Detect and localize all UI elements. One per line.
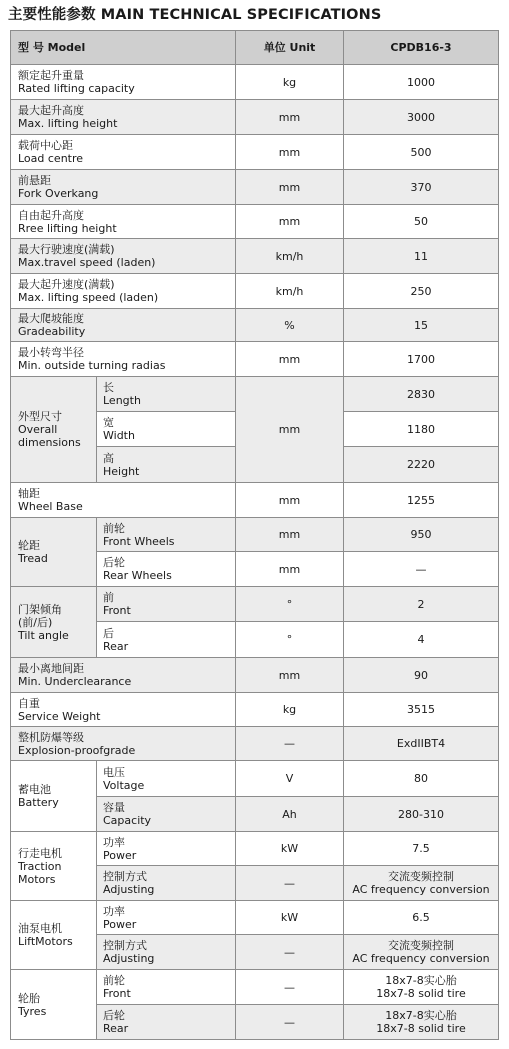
- spec-label: [11, 727, 236, 761]
- spec-unit: mm: [236, 552, 344, 587]
- label-en: Min. outside turning radias: [18, 359, 166, 372]
- spec-unit: mm: [236, 377, 344, 483]
- label-zh: 轮距: [18, 539, 40, 552]
- table-row: [11, 518, 499, 552]
- group-label: [11, 377, 97, 483]
- label-en: Rear: [103, 639, 129, 653]
- table-row: [11, 309, 499, 342]
- label-zh: 功率: [103, 835, 125, 849]
- label-zh: 最小转弯半径: [18, 346, 84, 359]
- label-zh: 后轮: [103, 1009, 125, 1022]
- spec-label: [11, 65, 236, 100]
- spec-value: 2: [344, 587, 499, 622]
- label-zh: 功率: [103, 904, 125, 918]
- label-zh: 门架倾角: [18, 602, 62, 616]
- spec-value: 1180: [344, 412, 499, 447]
- group-label: [11, 587, 97, 658]
- spec-value: 15: [344, 309, 499, 342]
- label-zh: 电压: [103, 765, 125, 779]
- table-row: [11, 377, 499, 412]
- table-row: [11, 65, 499, 100]
- sub-label: [97, 377, 236, 412]
- label-zh: 后轮: [103, 556, 125, 569]
- label-zh: 轴距: [18, 487, 40, 500]
- spec-unit: kg: [236, 65, 344, 100]
- spec-unit: —: [236, 1005, 344, 1040]
- spec-table: [10, 30, 499, 1040]
- label-zh: 控制方式: [103, 870, 147, 883]
- sub-label: [97, 935, 236, 970]
- spec-unit: °: [236, 587, 344, 622]
- table-row: [11, 205, 499, 239]
- spec-value: 280-310: [344, 797, 499, 832]
- spec-value: 50: [344, 205, 499, 239]
- label-en: Adjusting: [103, 883, 155, 896]
- label-en: Rear Wheels: [103, 569, 172, 582]
- header-unit: 单位 Unit: [236, 31, 344, 65]
- label-zh: 自由起升高度: [18, 208, 84, 222]
- table-header-row: [11, 31, 499, 65]
- spec-value: 4: [344, 622, 499, 658]
- header-model: 型 号 Model: [11, 31, 236, 65]
- group-label: [11, 901, 97, 970]
- label-en: Battery: [18, 796, 59, 809]
- spec-value: 3515: [344, 693, 499, 727]
- spec-value: 2830: [344, 377, 499, 412]
- sub-label: [97, 866, 236, 901]
- sub-label: [97, 901, 236, 935]
- label-en: Rated lifting capacity: [18, 82, 135, 95]
- sub-label: [97, 622, 236, 658]
- sub-label: [97, 447, 236, 483]
- value-text: 18x7-8实心胎: [385, 974, 457, 987]
- spec-unit: mm: [236, 342, 344, 377]
- table-row: [11, 761, 499, 797]
- spec-unit: —: [236, 866, 344, 901]
- spec-unit: km/h: [236, 239, 344, 274]
- group-label: [11, 970, 97, 1040]
- spec-unit: —: [236, 727, 344, 761]
- spec-unit: mm: [236, 135, 344, 170]
- spec-value: 80: [344, 761, 499, 797]
- spec-unit: V: [236, 761, 344, 797]
- label-en: LiftMotors: [18, 935, 73, 948]
- label-zh: 最大行驶速度(满载): [18, 243, 115, 256]
- label-en: Gradeability: [18, 325, 86, 338]
- spec-unit: °: [236, 622, 344, 658]
- label-zh: 前轮: [103, 974, 125, 987]
- spec-value: 11: [344, 239, 499, 274]
- label-en: Max. lifting speed (laden): [18, 291, 159, 304]
- spec-label: [11, 483, 236, 518]
- spec-value: 3000: [344, 100, 499, 135]
- label-en: Rree lifting height: [18, 221, 117, 235]
- spec-label: [11, 693, 236, 727]
- spec-value: 370: [344, 170, 499, 205]
- spec-value: 1700: [344, 342, 499, 377]
- label-zh: 油泵电机: [18, 922, 62, 935]
- spec-value: [344, 935, 499, 970]
- value-text: AC frequency conversion: [352, 952, 490, 965]
- label-en: Rear: [103, 1022, 129, 1035]
- sub-label: [97, 832, 236, 866]
- label-zh: 前悬距: [18, 174, 51, 187]
- value-text: 18x7-8 solid tire: [376, 1022, 466, 1035]
- label-zh: 容量: [103, 801, 125, 814]
- label-zh: 整机防爆等级: [18, 730, 84, 744]
- spec-label: [11, 135, 236, 170]
- spec-unit: Ah: [236, 797, 344, 832]
- label-en: Fork Overkang: [18, 187, 99, 200]
- spec-value: 2220: [344, 447, 499, 483]
- label-en: Front: [103, 604, 131, 617]
- table-row: [11, 693, 499, 727]
- spec-label: [11, 274, 236, 309]
- table-row: [11, 901, 499, 935]
- spec-unit: —: [236, 970, 344, 1005]
- sub-label: [97, 1005, 236, 1040]
- label-en: Traction Motors: [18, 859, 62, 886]
- label-zh: 最大爬坡能度: [18, 312, 84, 325]
- label-en: Max. lifting height: [18, 117, 118, 130]
- spec-label: [11, 309, 236, 342]
- spec-unit: mm: [236, 205, 344, 239]
- sub-label: [97, 797, 236, 832]
- label-en: Voltage: [103, 778, 145, 792]
- page-title: 主要性能参数 MAIN TECHNICAL SPECIFICATIONS: [8, 7, 382, 23]
- table-row: [11, 342, 499, 377]
- spec-unit: mm: [236, 518, 344, 552]
- table-row: [11, 970, 499, 1005]
- sub-label: [97, 518, 236, 552]
- label-zh: 前轮: [103, 521, 125, 535]
- label-en: Tyres: [18, 1004, 47, 1018]
- spec-value: 7.5: [344, 832, 499, 866]
- label-en: Tilt angle: [18, 628, 69, 642]
- spec-unit: mm: [236, 658, 344, 693]
- spec-unit: mm: [236, 483, 344, 518]
- table-row: [11, 239, 499, 274]
- label-en: Front Wheels: [103, 534, 175, 548]
- sub-label: [97, 412, 236, 447]
- label-en: Wheel Base: [18, 500, 83, 513]
- spec-unit: mm: [236, 170, 344, 205]
- value-text: 18x7-8实心胎: [385, 1009, 457, 1022]
- spec-value: 250: [344, 274, 499, 309]
- table-row: [11, 832, 499, 866]
- table-row: [11, 170, 499, 205]
- spec-unit: kg: [236, 693, 344, 727]
- label-en: Explosion-proofgrade: [18, 743, 136, 757]
- table-row: [11, 100, 499, 135]
- table-row: [11, 727, 499, 761]
- sub-label: [97, 552, 236, 587]
- spec-value: 500: [344, 135, 499, 170]
- label-zh: 前: [103, 591, 114, 604]
- spec-label: [11, 239, 236, 274]
- label-zh: 轮胎: [18, 991, 40, 1005]
- spec-unit: %: [236, 309, 344, 342]
- label-en: Tread: [18, 552, 48, 565]
- spec-value: —: [344, 552, 499, 587]
- label-zh: 载荷中心距: [18, 139, 73, 152]
- spec-label: [11, 170, 236, 205]
- spec-unit: —: [236, 935, 344, 970]
- label-en: Power: [103, 848, 137, 862]
- spec-value: 1000: [344, 65, 499, 100]
- sub-label: [97, 587, 236, 622]
- spec-label: [11, 342, 236, 377]
- spec-unit: mm: [236, 100, 344, 135]
- spec-value: 950: [344, 518, 499, 552]
- spec-unit: km/h: [236, 274, 344, 309]
- label-zh: 外型尺寸: [18, 410, 62, 423]
- spec-label: [11, 658, 236, 693]
- value-text: 交流变频控制: [388, 870, 454, 883]
- table-row: [11, 658, 499, 693]
- label-zh: (前/后): [18, 615, 53, 629]
- group-label: [11, 518, 97, 587]
- spec-value: 90: [344, 658, 499, 693]
- label-en: Height: [103, 464, 140, 478]
- label-en: Min. Underclearance: [18, 675, 132, 688]
- label-en: Adjusting: [103, 952, 155, 965]
- value-text: AC frequency conversion: [352, 883, 490, 896]
- sub-label: [97, 761, 236, 797]
- label-zh: 额定起升重量: [18, 69, 84, 82]
- group-label: [11, 832, 97, 901]
- label-en: Max.travel speed (laden): [18, 256, 156, 269]
- table-row: [11, 135, 499, 170]
- spec-unit: kW: [236, 901, 344, 935]
- label-en: Power: [103, 917, 137, 931]
- group-label: [11, 761, 97, 832]
- spec-value: [344, 970, 499, 1005]
- label-en: Front: [103, 987, 131, 1000]
- label-en: Capacity: [103, 814, 152, 827]
- label-zh: 蓄电池: [18, 783, 51, 796]
- spec-value: [344, 1005, 499, 1040]
- table-row: [11, 274, 499, 309]
- spec-value: 1255: [344, 483, 499, 518]
- label-zh: 最小离地间距: [18, 662, 84, 675]
- spec-value: 6.5: [344, 901, 499, 935]
- label-en: Load centre: [18, 152, 84, 165]
- label-zh: 宽: [103, 416, 114, 429]
- header-model-value: CPDB16-3: [344, 31, 499, 65]
- label-zh: 自重: [18, 696, 40, 710]
- label-zh: 行走电机: [18, 846, 62, 860]
- label-en: Length: [103, 394, 141, 407]
- spec-label: [11, 205, 236, 239]
- sub-label: [97, 970, 236, 1005]
- label-zh: 后: [103, 626, 114, 640]
- spec-unit: kW: [236, 832, 344, 866]
- label-zh: 高: [103, 451, 114, 465]
- label-en: Overall dimensions: [18, 423, 81, 449]
- table-row: [11, 483, 499, 518]
- value-text: 交流变频控制: [388, 939, 454, 952]
- spec-value: [344, 866, 499, 901]
- label-zh: 最大起升高度: [18, 104, 84, 117]
- label-zh: 长: [103, 381, 114, 394]
- value-text: 18x7-8 solid tire: [376, 987, 466, 1000]
- spec-value: ExdIIBT4: [344, 727, 499, 761]
- label-zh: 控制方式: [103, 939, 147, 952]
- spec-label: [11, 100, 236, 135]
- label-en: Width: [103, 429, 135, 442]
- label-en: Service Weight: [18, 709, 101, 723]
- label-zh: 最大起升速度(满载): [18, 278, 115, 291]
- table-row: [11, 587, 499, 622]
